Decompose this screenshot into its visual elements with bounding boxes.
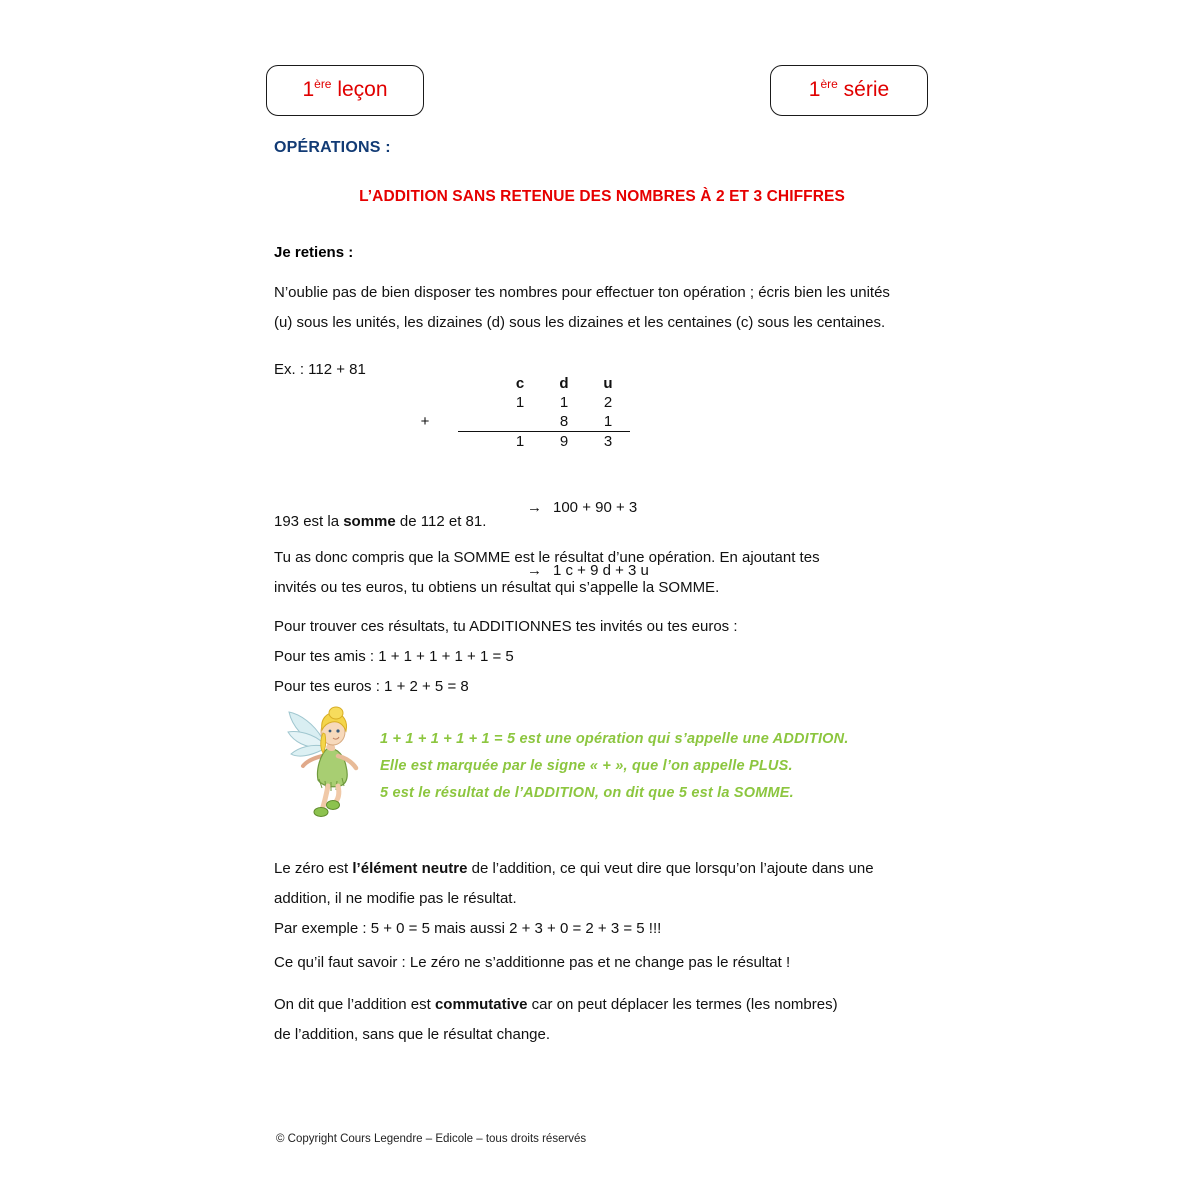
commut-keyword: commutative <box>434 996 528 1013</box>
callout-text <box>380 726 849 807</box>
somme-sentence <box>274 507 934 537</box>
commut-post: car on peut déplacer les termes (les nombres) <box>527 996 838 1013</box>
lesson-badge-ordinal: ère <box>314 77 332 91</box>
section-heading: OPÉRATIONS : <box>274 139 391 156</box>
addend1-gap <box>458 393 498 412</box>
addition-header-row <box>370 374 630 393</box>
commut-pre: On dit que l’addition est <box>274 996 435 1013</box>
zero-line-2: addition, il ne modifie pas le résultat. <box>274 890 517 907</box>
addend2-gap <box>458 412 498 432</box>
addition-operator: + <box>420 413 430 431</box>
series-badge-number: 1 <box>808 78 821 101</box>
series-badge-label: série <box>837 78 890 101</box>
somme-pre: 193 est la <box>274 513 344 530</box>
addend1-tens: 1 <box>559 394 569 411</box>
zero-pre: Le zéro est <box>274 860 353 877</box>
series-badge <box>770 65 928 116</box>
addition-header-hundreds: c <box>515 375 525 392</box>
lesson-badge <box>266 65 424 116</box>
intro-line-2: (u) sous les unités, les dizaines (d) sous les dizaines et les centaines (c) sous les centaines. <box>274 314 886 331</box>
addition-table <box>370 374 630 451</box>
expansion-units: 1 c + 9 d + 3 u <box>553 562 649 579</box>
addition-header-sign <box>370 374 458 393</box>
trouver-line-3: Pour tes euros : 1 + 2 + 5 = 8 <box>274 678 469 695</box>
series-badge-ordinal: ère <box>820 77 838 91</box>
posed-addition <box>370 374 630 451</box>
addend1-hundreds: 1 <box>515 394 525 411</box>
addition-result-row <box>370 432 630 452</box>
callout-line-2: Elle est marquée par le signe « + », que l’on appelle PLUS. <box>380 758 793 774</box>
addend1-units: 2 <box>603 394 613 411</box>
addition-header-tens: d <box>559 375 569 392</box>
compris-line-1: Tu as donc compris que la SOMME est le résultat d’une opération. En ajoutant tes <box>274 549 820 566</box>
example-label: Ex. : 112 + 81 <box>274 361 366 378</box>
trouver-line-1: Pour trouver ces résultats, tu ADDITIONNES tes invités ou tes euros : <box>274 618 738 635</box>
zero-keyword: l’élément neutre <box>352 860 468 877</box>
compris-paragraph <box>274 543 934 603</box>
somme-keyword: somme <box>343 513 396 530</box>
somme-post: de 112 et 81. <box>395 513 487 530</box>
copyright-footer: © Copyright Cours Legendre – Edicole – tous droits réservés <box>276 1133 587 1145</box>
intro-line-1: N’oublie pas de bien disposer tes nombres pour effectuer ton opération ; écris bien les unités <box>274 284 890 301</box>
commutative-paragraph <box>274 990 934 1050</box>
trouver-paragraph <box>274 612 934 702</box>
page-title: L’ADDITION SANS RETENUE DES NOMBRES À 2 ET 3 CHIFFRES <box>359 188 845 205</box>
expansion-decimal: 100 + 90 + 3 <box>553 499 638 516</box>
arrow-icon: → <box>527 562 542 579</box>
lesson-badge-label: leçon <box>331 78 388 101</box>
addend2-tens: 8 <box>542 412 586 432</box>
savoir-paragraph: Ce qu’il faut savoir : Le zéro ne s’additionne pas et ne change pas le résultat ! <box>274 954 791 971</box>
callout-line-3: 5 est le résultat de l’ADDITION, on dit que 5 est la SOMME. <box>380 785 794 801</box>
result-hundreds: 1 <box>515 433 525 450</box>
result-tens: 9 <box>559 433 569 450</box>
callout-line-1: 1 + 1 + 1 + 1 + 1 = 5 est une opération qui s’appelle une ADDITION. <box>380 731 849 747</box>
zero-paragraph <box>274 854 934 944</box>
addition-header-gap <box>458 374 498 393</box>
commut-line-2: de l’addition, sans que le résultat change. <box>274 1026 551 1043</box>
addend2-hundreds <box>498 412 542 432</box>
addition-addend2-row <box>370 412 630 432</box>
addition-header-units: u <box>603 375 613 392</box>
zero-line-1 <box>274 854 934 884</box>
zero-line-3: Par exemple : 5 + 0 = 5 mais aussi 2 + 3 + 0 = 2 + 3 = 5 !!! <box>274 920 662 937</box>
trouver-line-2: Pour tes amis : 1 + 1 + 1 + 1 + 1 = 5 <box>274 648 514 665</box>
result-gap <box>458 432 498 452</box>
fairy-illustration-icon <box>276 700 368 818</box>
result-sign <box>370 432 458 452</box>
intro-paragraph <box>274 278 934 338</box>
commut-line-1 <box>274 990 934 1020</box>
addend1-sign <box>370 393 458 412</box>
addition-addend1-row <box>370 393 630 412</box>
addend2-units: 1 <box>586 412 630 432</box>
je-retiens-label: Je retiens : <box>274 244 354 261</box>
result-units: 3 <box>603 433 613 450</box>
zero-post: de l’addition, ce qui veut dire que lorsqu’on l’ajoute dans une <box>467 860 874 877</box>
lesson-badge-number: 1 <box>302 78 315 101</box>
compris-line-2: invités ou tes euros, tu obtiens un résultat qui s’appelle la SOMME. <box>274 579 720 596</box>
arrow-icon: → <box>527 499 542 516</box>
